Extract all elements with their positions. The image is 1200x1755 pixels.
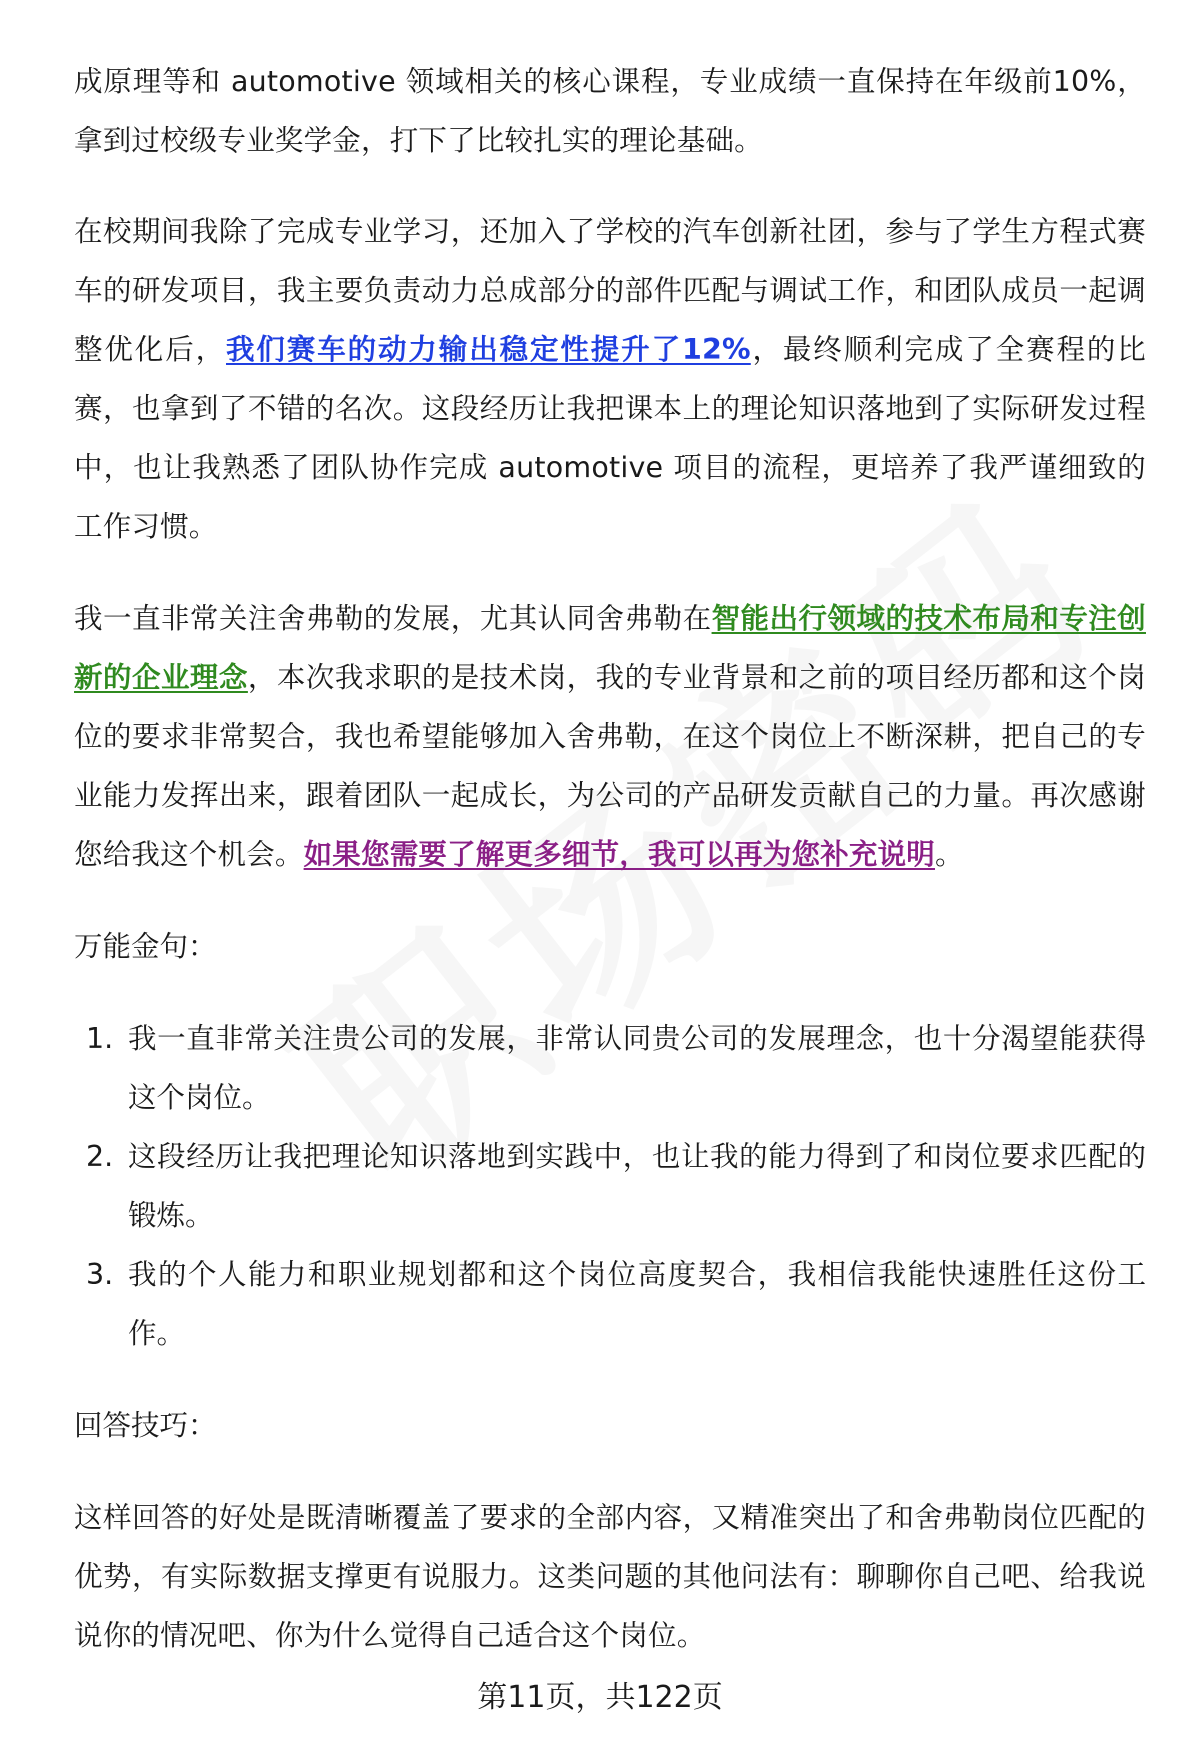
- highlight-closing: 如果您需要了解更多细节，我可以再为您补充说明: [303, 838, 936, 871]
- list-item-number: 1.: [86, 1022, 114, 1055]
- list-item: [74, 1127, 1146, 1245]
- paragraph-project-text-after: ，最终顺利完成了全赛程的比赛，也拿到了不错的名次。这段经历让我把课本上的理论知识落地到了实际研发过程中，也让我熟悉了团队协作完成 automotive 项目的流程，更培养了我严谨细致的工作习惯。: [74, 333, 1146, 543]
- paragraph-course-text: 成原理等和 automotive 领域相关的核心课程，专业成绩一直保持在年级前10%，拿到过校级专业奖学金，打下了比较扎实的理论基础。: [74, 65, 1146, 157]
- highlight-result: 我们赛车的动力输出稳定性提升了12%: [226, 333, 751, 366]
- paragraph-course: [74, 52, 1146, 170]
- paragraph-motivation-text-middle: ，本次我求职的是技术岗，我的专业背景和之前的项目经历都和这个岗位的要求非常契合，我也希望能够加入舍弗勒，在这个岗位上不断深耕，把自己的专业能力发挥出来，跟着团队一起成长，为公司的产品研发贡献自己的力量。再次感谢您给我这个机会。: [74, 661, 1147, 871]
- paragraph-motivation-text-before: 我一直非常关注舍弗勒的发展，尤其认同舍弗勒在: [74, 602, 712, 635]
- page-number: 第11页，共122页: [477, 1680, 723, 1715]
- list-item-number: 2.: [86, 1140, 114, 1173]
- answer-tips-heading: 回答技巧：: [74, 1409, 217, 1442]
- list-item: [74, 1009, 1146, 1127]
- list-item: [74, 1245, 1146, 1363]
- paragraph-motivation-text-after: 。: [935, 838, 964, 871]
- paragraph-project-text-before: 在校期间我除了完成专业学习，还加入了学校的汽车创新社团，参与了学生方程式赛车的研发项目，我主要负责动力总成部分的部件匹配与调试工作，和团队成员一起调整优化后，: [74, 215, 1146, 366]
- list-item-text: 这段经历让我把理论知识落地到实践中，也让我的能力得到了和岗位要求匹配的锻炼。: [128, 1140, 1146, 1232]
- list-item-text: 我的个人能力和职业规划都和这个岗位高度契合，我相信我能快速胜任这份工作。: [128, 1258, 1146, 1350]
- paragraph-tips-text: 这样回答的好处是既清晰覆盖了要求的全部内容，又精准突出了和舍弗勒岗位匹配的优势，有实际数据支撑更有说服力。这类问题的其他问法有：聊聊你自己吧、给我说说你的情况吧、你为什么觉得自己适合这个岗位。: [74, 1501, 1146, 1652]
- document-body: [74, 52, 1146, 1698]
- golden-sentences-heading: 万能金句：: [74, 930, 217, 963]
- list-item-number: 3.: [86, 1258, 114, 1291]
- paragraph-tips: [74, 1488, 1146, 1665]
- highlight-company-philosophy: 智能出行领域的技术布局和专注创新的企业理念: [74, 602, 1146, 694]
- paragraph-motivation: [74, 589, 1146, 884]
- paragraph-project: [74, 202, 1146, 556]
- list-item-text: 我一直非常关注贵公司的发展，非常认同贵公司的发展理念，也十分渴望能获得这个岗位。: [128, 1022, 1146, 1114]
- golden-sentences-list: [74, 1009, 1146, 1363]
